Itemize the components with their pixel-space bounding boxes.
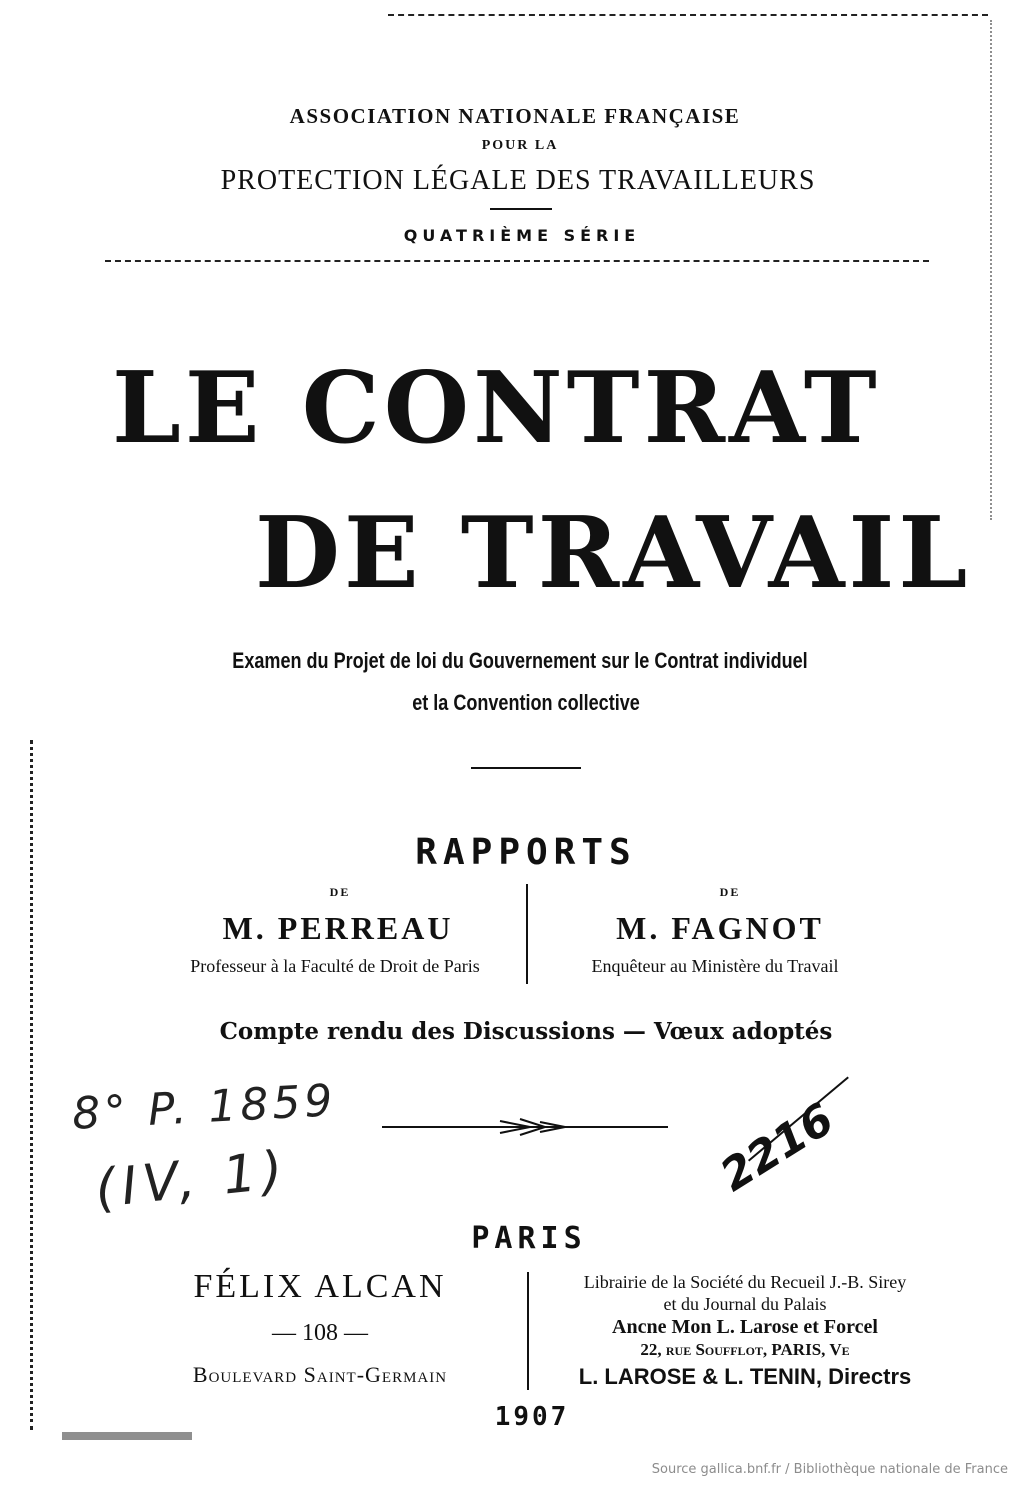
publisher-name: FÉLIX ALCAN — [193, 1268, 447, 1305]
handwritten-volume: (IV, 1) — [92, 1140, 292, 1220]
librairie-line-4: 22, rue Soufflot, PARIS, Ve — [640, 1340, 850, 1359]
role-perreau: Professeur à la Faculté de Droit de Paris — [190, 956, 480, 976]
subtitle-line-1: Examen du Projet de loi du Gouvernement sur le Contrat individuel — [232, 648, 808, 673]
protection-title: PROTECTION LÉGALE DES TRAVAILLEURS — [220, 165, 816, 196]
header-short-rule — [490, 208, 552, 210]
imprint-city: PARIS — [471, 1221, 587, 1256]
rapports-divider — [526, 884, 528, 984]
association-name: ASSOCIATION NATIONALE FRANÇAISE — [289, 104, 741, 128]
de-label-left: DE — [329, 885, 351, 899]
series-label: QUATRIÈME SÉRIE — [403, 226, 641, 245]
pour-la-text: POUR LA — [481, 138, 559, 153]
de-label-right: DE — [719, 885, 741, 899]
source-credit: Source gallica.bnf.fr / Bibliothèque nationale de France — [651, 1462, 1008, 1477]
top-rule — [388, 14, 988, 16]
publication-year: 1907 — [494, 1402, 570, 1432]
header-bottom-rule — [105, 260, 929, 262]
librairie-line-2: et du Journal du Palais — [663, 1294, 827, 1314]
scan-smudge — [62, 1432, 192, 1440]
librairie-line-1: Librairie de la Société du Recueil J.-B. Sirey — [583, 1272, 907, 1292]
compte-rendu-line: Compte rendu des Discussions — Vœux adoptés — [219, 1018, 833, 1045]
binding-edge-left — [30, 740, 33, 1430]
main-title-line-2: DE TRAVAIL — [255, 496, 972, 611]
ornament-divider — [380, 1112, 670, 1142]
handwritten-number: 2216 — [711, 1093, 843, 1202]
binding-edge-right — [990, 20, 992, 520]
librairie-line-5: L. LAROSE & L. TENIN, Directrs — [578, 1364, 912, 1389]
main-title-line-1: LE CONTRAT — [112, 351, 881, 466]
publisher-number: — 108 — — [272, 1320, 368, 1346]
role-fagnot: Enquêteur au Ministère du Travail — [591, 956, 839, 976]
publisher-address: Boulevard Saint-Germain — [192, 1362, 448, 1387]
imprint-divider — [527, 1272, 529, 1390]
subtitle-line-2: et la Convention collective — [412, 690, 640, 715]
subtitle-rule — [471, 767, 581, 769]
handwritten-shelfmark: 8° P. 1859 — [70, 1075, 338, 1140]
rapports-heading: RAPPORTS — [415, 832, 637, 873]
librairie-line-3: Ancne Mon L. Larose et Forcel — [612, 1316, 878, 1338]
rapporteur-perreau: M. PERREAU — [222, 910, 454, 946]
rapporteur-fagnot: M. FAGNOT — [616, 910, 824, 946]
